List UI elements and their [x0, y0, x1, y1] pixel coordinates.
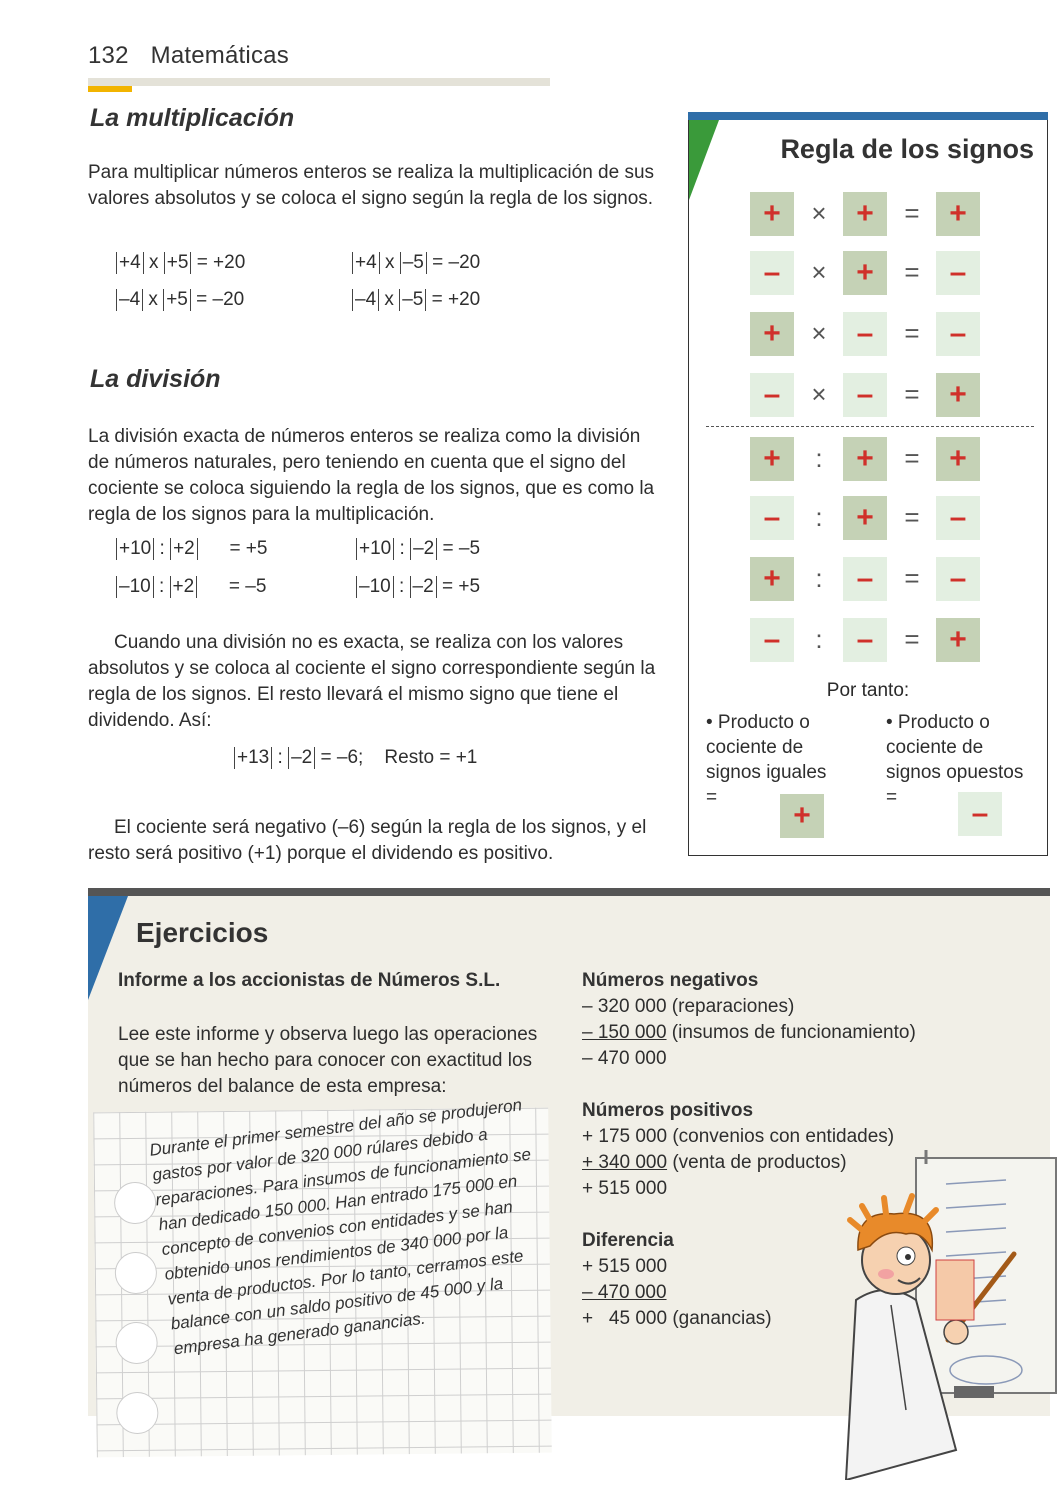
minus-square: – [843, 312, 887, 356]
div-example-1 [116, 538, 267, 560]
binder-hole [114, 1182, 156, 1224]
div-sign: : [815, 624, 823, 654]
positive-line-2 [582, 1152, 847, 1174]
times-sign: x [384, 252, 395, 273]
bullet-opposite-signs: • Producto o cociente de signos opuestos = [886, 712, 1024, 808]
result: = –6; [320, 747, 364, 768]
minus-square: – [750, 496, 794, 540]
times-sign: × [811, 318, 827, 348]
negative-line-1: – 320 000 (reparaciones) [582, 996, 795, 1017]
report-intro: Lee este informe y observa luego las operaciones que se han hecho para conocer con exactitud los números del balance de esta empresa: [118, 1024, 538, 1097]
abs-value: –5 [399, 289, 426, 311]
negatives-title: Números negativos [582, 970, 759, 991]
div-sign: : [815, 502, 823, 532]
difference-line-2: – 470 000 [582, 1282, 667, 1303]
concept: (insumos de funcionamiento) [666, 1022, 916, 1043]
div-sign: : [398, 576, 405, 597]
multiplication-text: Para multiplicar números enteros se realiza la multiplicación de sus valores absolutos y se coloca el signo según la regla de los signos. [88, 162, 655, 209]
minus-square: – [936, 312, 980, 356]
concept: (venta de productos) [667, 1152, 847, 1173]
plus-square: + [936, 618, 980, 662]
abs-value: +2 [170, 576, 198, 598]
times-sign: × [811, 198, 827, 228]
minus-square: – [936, 251, 980, 295]
handwritten-report: Durante el primer semestre del año se produjeron gastos por valor de 320 000 rúlares debido a reparaciones. Para insumos de funcionamiento se han dedicado 150 000. Han entrado 175 000 en concepto de convenios con entidades y se han obtenido unos rendimientos de 340 000 por la venta de productos. Por lo tanto, cerramos este balance con un saldo positivo de 45 000 y la empresa ha generado ganancias. [148, 1095, 532, 1359]
minus-square: – [750, 618, 794, 662]
times-sign: x [148, 252, 159, 273]
times-sign: x [148, 289, 158, 310]
abs-value: –10 [116, 576, 154, 598]
subject-title: Matemáticas [150, 42, 289, 69]
div-example-5 [234, 747, 477, 769]
abs-value: –2 [410, 538, 437, 560]
division-title: La división [90, 365, 221, 393]
bullet-same-signs: • Producto o cociente de signos iguales = [706, 712, 827, 808]
negative-total: – 470 000 [582, 1048, 667, 1069]
positive-line-1: + 175 000 (convenios con entidades) [582, 1126, 895, 1147]
equals-sign: = [904, 443, 920, 473]
report-title: Informe a los accionistas de Números S.L. [118, 970, 501, 991]
plus-square: + [750, 192, 794, 236]
div-sign: : [277, 747, 283, 768]
minus-square: – [843, 618, 887, 662]
division-text: La división exacta de números enteros se realiza como la división de números naturales, pero teniendo en cuenta que el signo del cociente se coloca siguiendo la regla de los signos, que es como la regla de los signos para la multiplicación. [88, 426, 655, 525]
div-sign: : [815, 563, 823, 593]
plus-square: + [750, 557, 794, 601]
binder-hole [115, 1252, 157, 1294]
equals-sign: = [904, 318, 920, 348]
sign-rule-title: Regla de los signos [780, 134, 1034, 164]
abs-value: +2 [170, 538, 198, 560]
equals-sign: = [904, 502, 920, 532]
header-accent [88, 86, 132, 92]
div-sign: : [815, 443, 823, 473]
abs-value: +10 [116, 538, 154, 560]
times-sign: × [811, 257, 827, 287]
positive-total: + 515 000 [582, 1178, 668, 1199]
por-tanto: Por tanto: [826, 680, 910, 701]
plus-square: + [780, 794, 824, 838]
minus-square: – [936, 496, 980, 540]
plus-square: + [843, 496, 887, 540]
plus-square: + [936, 373, 980, 417]
sign-rule-topbar [688, 112, 1048, 120]
result: = –20 [432, 252, 481, 273]
abs-value: –5 [400, 252, 427, 274]
result: = +5 [441, 576, 481, 597]
equals-sign: = [904, 563, 920, 593]
equals-sign: = [904, 198, 920, 228]
positives-title: Números positivos [582, 1100, 754, 1121]
page-number: 132 [88, 42, 129, 69]
difference-line-1: + 515 000 [582, 1256, 668, 1277]
abs-value: –4 [116, 289, 143, 311]
equals-sign: = [904, 257, 920, 287]
binder-hole [116, 1392, 158, 1434]
mult-example-2 [352, 252, 480, 274]
div-example-4 [356, 576, 480, 598]
result: = –20 [196, 289, 245, 310]
result: = +5 [229, 538, 268, 559]
result: = +20 [196, 252, 246, 273]
abs-value: –10 [356, 576, 394, 598]
minus-square: – [936, 557, 980, 601]
multiplication-title: La multiplicación [90, 104, 295, 132]
amount: + 340 000 [582, 1152, 668, 1173]
negative-line-2 [582, 1022, 916, 1044]
minus-square: – [958, 792, 1002, 836]
exercises-title: Ejercicios [136, 917, 269, 948]
divider [706, 426, 1034, 427]
mult-example-4 [352, 289, 480, 311]
remainder: Resto = +1 [384, 747, 478, 768]
minus-square: – [750, 251, 794, 295]
amount: – 150 000 [582, 1022, 667, 1043]
plus-square: + [750, 437, 794, 481]
div-sign: : [158, 576, 165, 597]
plus-square: + [750, 312, 794, 356]
abs-value: –4 [352, 289, 379, 311]
binder-hole [115, 1322, 157, 1364]
plus-square: + [843, 437, 887, 481]
mult-example-3 [116, 289, 244, 311]
equals-sign: = [904, 624, 920, 654]
plus-square: + [843, 251, 887, 295]
abs-value: +5 [163, 289, 191, 311]
teacher-illustration [836, 1150, 1058, 1480]
minus-square: – [750, 373, 794, 417]
div-sign: : [399, 538, 405, 559]
div-sign: : [159, 538, 165, 559]
result: = –5 [442, 538, 481, 559]
plus-square: + [936, 437, 980, 481]
plus-square: + [843, 192, 887, 236]
abs-value: +10 [356, 538, 394, 560]
page-header [88, 42, 289, 70]
div-example-2 [356, 538, 480, 560]
result: = –5 [228, 576, 267, 597]
division-text-2: Cuando una división no es exacta, se realiza con los valores absolutos y se coloca al cociente el signo correspondiente según la regla de los signos. El resto llevará el mismo signo que tiene el dividendo. Así: [88, 632, 656, 731]
abs-value: +4 [116, 252, 144, 274]
equals-sign: = [904, 379, 920, 409]
difference-result: + 45 000 (ganancias) [582, 1308, 772, 1329]
abs-value: –2 [410, 576, 437, 598]
div-example-3 [116, 576, 266, 598]
difference-title: Diferencia [582, 1230, 674, 1251]
mult-example-1 [116, 252, 245, 274]
abs-value: +13 [234, 747, 272, 769]
division-text-3: El cociente será negativo (–6) según la regla de los signos, y el resto será positivo (+1) porque el dividendo es positivo. [88, 817, 647, 864]
times-sign: x [384, 289, 394, 310]
abs-value: –2 [288, 747, 315, 769]
header-rule [88, 78, 550, 86]
minus-square: – [843, 557, 887, 601]
abs-value: +5 [164, 252, 192, 274]
abs-value: +4 [352, 252, 380, 274]
plus-square: + [936, 192, 980, 236]
result: = +20 [431, 289, 481, 310]
times-sign: × [811, 379, 827, 409]
minus-square: – [843, 373, 887, 417]
